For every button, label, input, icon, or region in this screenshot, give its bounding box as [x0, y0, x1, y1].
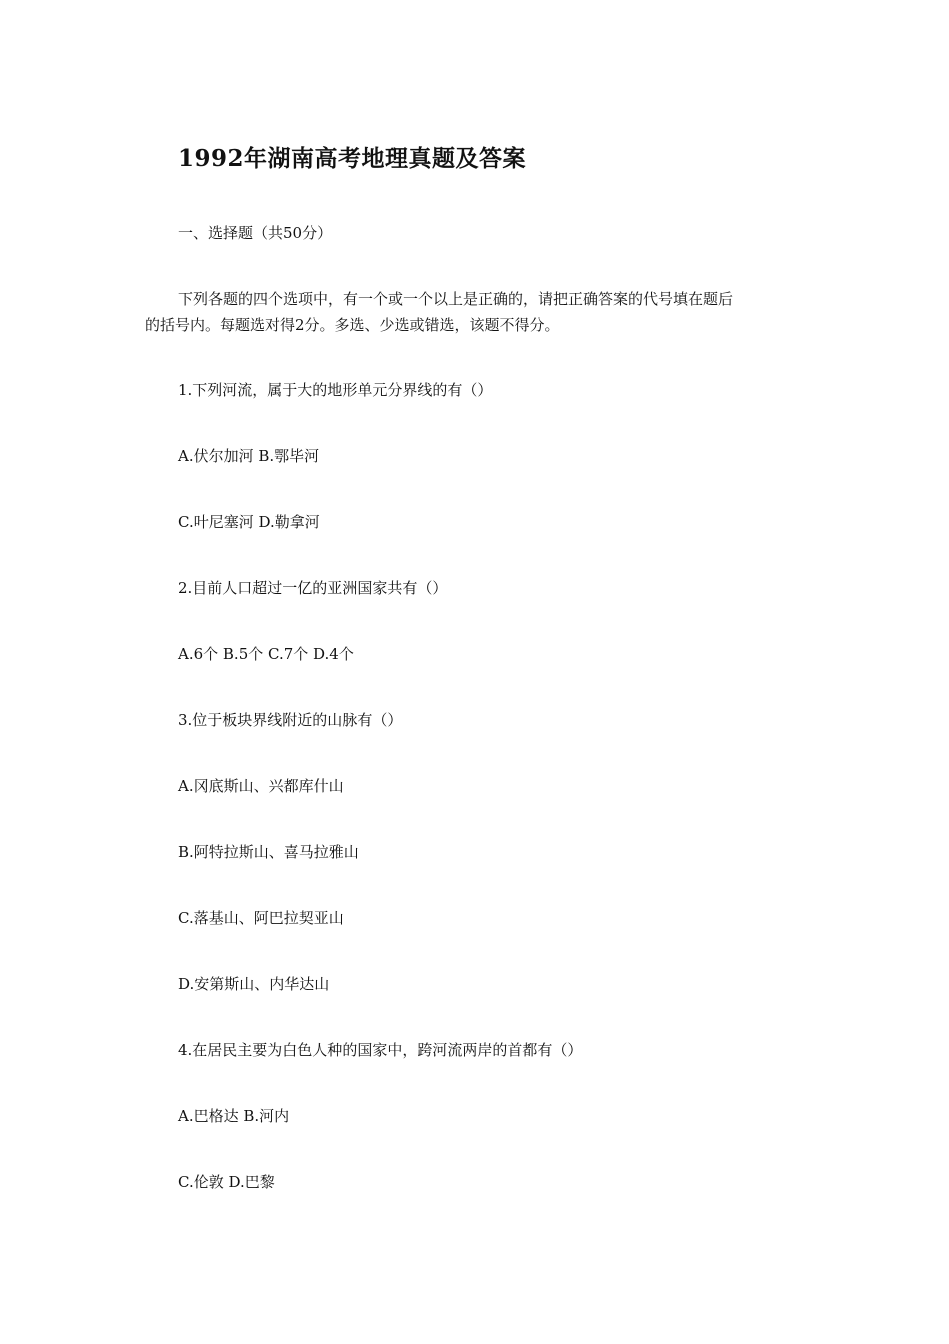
question-1-option-line-2: C.叶尼塞河 D.勒拿河: [178, 513, 320, 531]
question-1-option-line-1: A.伏尔加河 B.鄂毕河: [178, 447, 320, 465]
document-title: 1992年湖南高考地理真题及答案: [178, 145, 527, 172]
question-3-option-c: C.落基山、阿巴拉契亚山: [178, 909, 344, 927]
question-3-option-b: B.阿特拉斯山、喜马拉雅山: [178, 843, 359, 861]
question-3-stem: 3.位于板块界线附近的山脉有（）: [178, 711, 403, 729]
question-1-stem: 1.下列河流，属于大的地形单元分界线的有（）: [178, 381, 493, 399]
section-heading: 一、选择题（共50分）: [178, 224, 333, 242]
question-4-option-line-2: C.伦敦 D.巴黎: [178, 1173, 275, 1191]
question-3-option-d: D.安第斯山、内华达山: [178, 975, 330, 993]
question-4-option-line-1: A.巴格达 B.河内: [178, 1107, 290, 1125]
question-2-option-line-1: A.6个 B.5个 C.7个 D.4个: [178, 645, 354, 663]
question-3-option-a: A.冈底斯山、兴都库什山: [178, 777, 344, 795]
question-2-stem: 2.目前人口超过一亿的亚洲国家共有（）: [178, 579, 448, 597]
instructions-line-1: 下列各题的四个选项中，有一个或一个以上是正确的，请把正确答案的代号填在题后: [178, 290, 734, 308]
question-4-stem: 4.在居民主要为白色人种的国家中，跨河流两岸的首都有（）: [178, 1041, 583, 1059]
instructions-line-2: 的括号内。每题选对得2分。多选、少选或错选，该题不得分。: [145, 316, 560, 334]
